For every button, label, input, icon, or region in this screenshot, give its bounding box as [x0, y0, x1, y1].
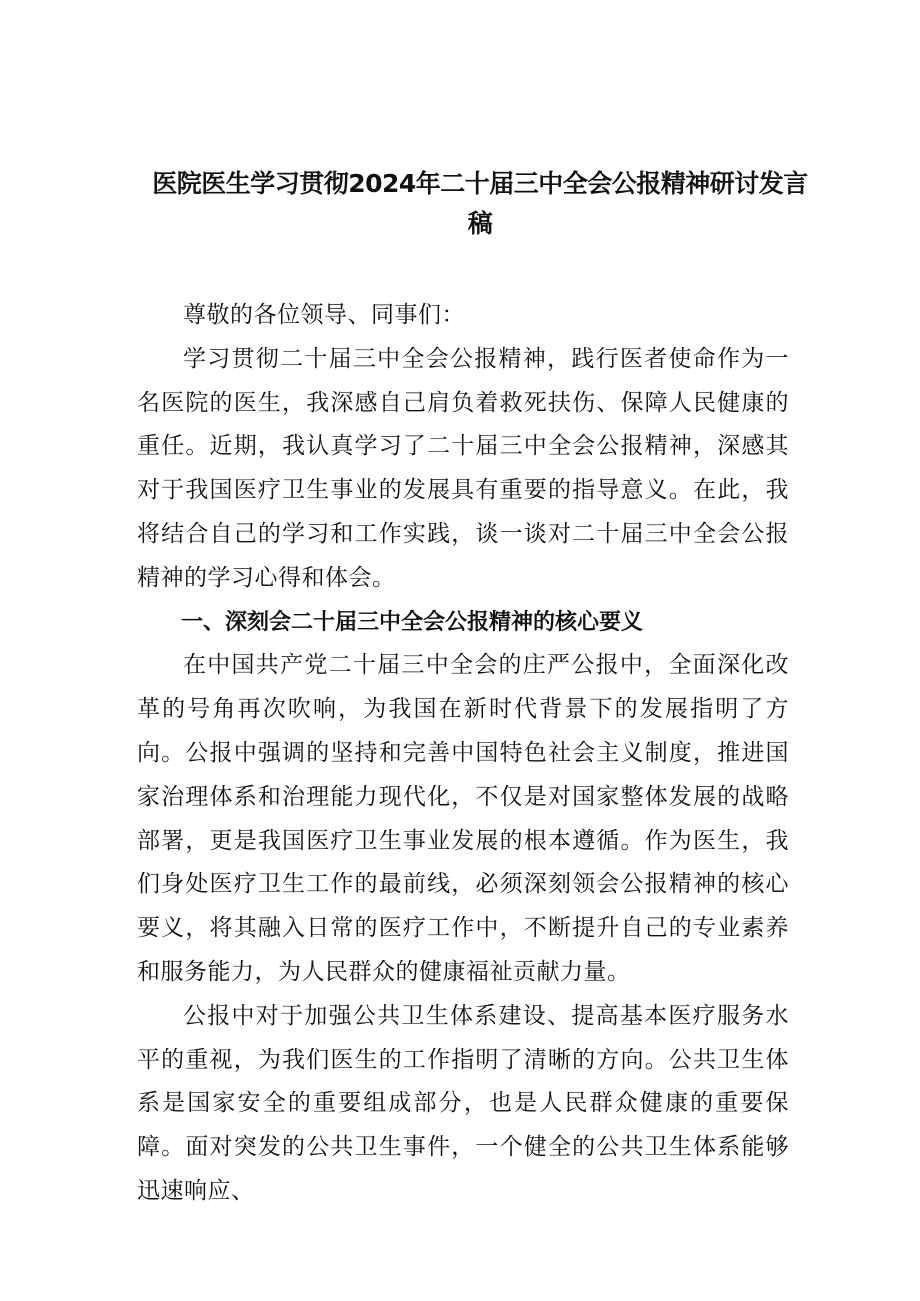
document-title-line-2: 稿	[467, 209, 493, 238]
paragraph-core-essence: 在中国共产党二十届三中全会的庄严公报中，全面深化改革的号角再次吹响，为我国在新时代背景下的发展指明了方向。公报中强调的坚持和完善中国特色社会主义制度，推进国家治理体系和治理能力现代化，不仅是对国家整体发展的战略部署，更是我国医疗卫生事业发展的根本遵循。作为医生，我们身处医疗卫生工作的最前线，必须深刻领会公报精神的核心要义，将其融入日常的医疗工作中，不断提升自己的专业素养和服务能力，为人民群众的健康福祉贡献力量。	[137, 652, 789, 985]
greeting: 尊敬的各位领导、同事们：	[183, 302, 465, 328]
document-body	[137, 294, 789, 1214]
section-heading-1: 一、深刻会二十届三中全会公报精神的核心要义	[181, 609, 644, 635]
document-title	[150, 164, 810, 244]
paragraph-intro: 学习贯彻二十届三中全会公报精神，践行医者使命作为一名医院的医生，我深感自己肩负着救死扶伤、保障人民健康的重任。近期，我认真学习了二十届三中全会公报精神，深感其对于我国医疗卫生事业的发展具有重要的指导意义。在此，我将结合自己的学习和工作实践，谈一谈对二十届三中全会公报精神的学习心得和体会。	[137, 345, 789, 591]
document-title-line-1: 医院医生学习贯彻2024年二十届三中全会公报精神研讨发言	[152, 169, 808, 198]
paragraph-public-health: 公报中对于加强公共卫生体系建设、提高基本医疗服务水平的重视，为我们医生的工作指明了清晰的方向。公共卫生体系是国家安全的重要组成部分，也是人民群众健康的重要保障。面对突发的公共卫生事件，一个健全的公共卫生体系能够迅速响应、	[137, 1002, 789, 1204]
